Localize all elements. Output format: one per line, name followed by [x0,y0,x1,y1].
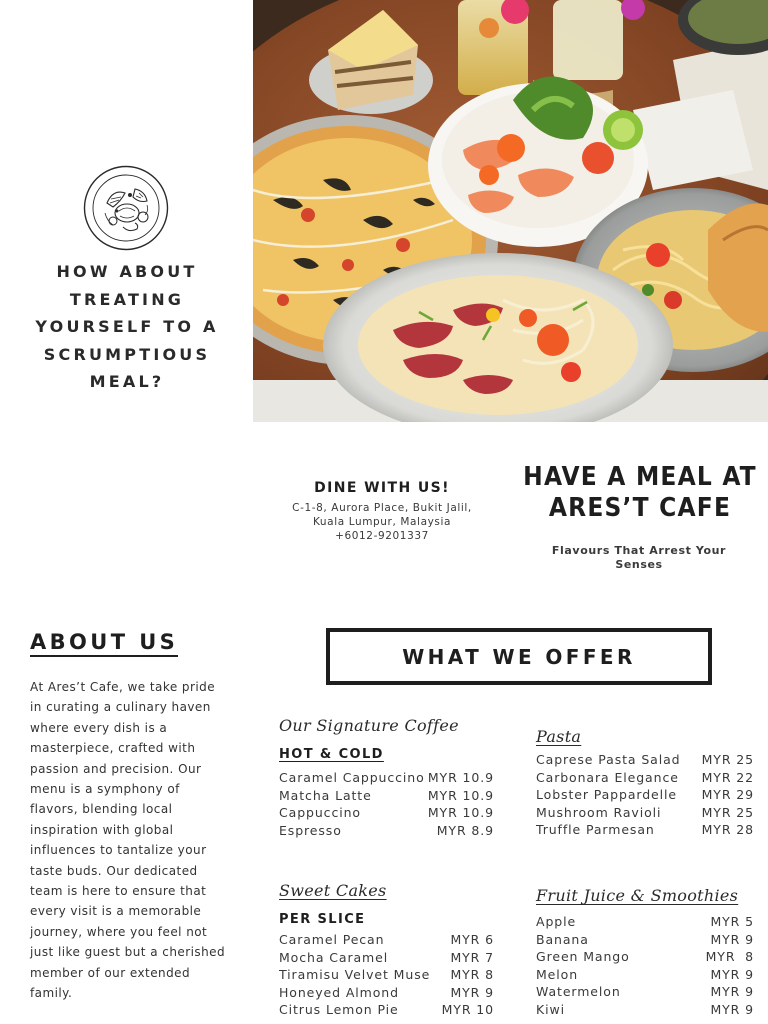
cafe-heading: HAVE A MEAL AT ARES’T CAFE [523,462,757,523]
menu-item [536,804,754,822]
menu-item-name: Mushroom Ravioli [536,804,662,820]
what-we-offer-title: WHAT WE OFFER [402,644,636,669]
menu-item-name: Carbonara Elegance [536,769,679,785]
menu-item-price: MYR 29 [701,787,754,803]
dine-with-us-title: DINE WITH US! [314,480,450,496]
menu-item [536,1001,754,1019]
plate-illustration-icon [83,165,169,251]
menu-item-name: Green Mango [536,949,630,965]
menu-item [536,786,754,804]
menu-item [279,931,494,949]
menu-item-name: Caramel Cappuccino [279,770,425,786]
menu-item [279,1001,494,1019]
menu-item-name: Banana [536,931,589,947]
cakes-menu-list [279,931,494,1019]
menu-item-name: Tiramisu Velvet Muse [279,967,431,983]
menu-item-name: Watermelon [536,984,621,1000]
coffee-section-title: Our Signature Coffee [279,716,459,735]
menu-item [536,769,754,787]
menu-item [536,966,754,984]
menu-item-name: Caprese Pasta Salad [536,752,681,768]
tagline: HOW ABOUT TREATING YOURSELF TO A SCRUMPTIOUS MEAL? [35,262,219,392]
coffee-subtitle: HOT & COLD [279,747,384,762]
juice-section-title: Fruit Juice & Smoothies [536,886,739,905]
menu-item [536,751,754,769]
menu-item-name: Honeyed Almond [279,984,399,1000]
about-us-title: ABOUT US [30,630,178,657]
menu-item-price: MYR 8 [705,949,754,965]
menu-item-price: MYR 7 [450,949,494,965]
menu-item [279,949,494,967]
coffee-menu-list [279,769,494,839]
menu-item [279,822,494,840]
menu-item-price: MYR 9 [710,966,754,982]
menu-item-name: Kiwi [536,1001,565,1017]
menu-item-name: Apple [536,914,577,930]
menu-item-price: MYR 5 [710,914,754,930]
menu-item [536,931,754,949]
menu-item-price: MYR 9 [710,931,754,947]
menu-item-price: MYR 10.9 [427,805,494,821]
menu-item-price: MYR 28 [701,822,754,838]
menu-item-name: Lobster Pappardelle [536,787,677,803]
pasta-menu-list [536,751,754,839]
menu-item-price: MYR 9 [450,984,494,1000]
menu-item-name: Truffle Parmesan [536,822,655,838]
menu-item [536,821,754,839]
menu-item-price: MYR 9 [710,984,754,1000]
menu-item-price: MYR 8 [450,967,494,983]
menu-item-price: MYR 22 [701,769,754,785]
pasta-section-title: Pasta [536,727,582,746]
menu-item-price: MYR 25 [701,804,754,820]
menu-item [279,984,494,1002]
phone-number: +6012-9201337 [335,530,429,542]
menu-item-name: Cappuccino [279,805,361,821]
juice-menu-list [536,913,754,1018]
menu-item [536,983,754,1001]
address-line: Kuala Lumpur, Malaysia [312,516,452,528]
menu-item-name: Matcha Latte [279,787,372,803]
menu-item-price: MYR 10.9 [427,787,494,803]
about-us-body: At Ares’t Cafe, we take pride in curating a culinary haven where every dish is a masterpiece, crafted with passion and precision. Our menu is a symphony of flavors, blending local inspiration with global influences to tantalize your taste buds. Our dedicated team is here to ensure that every visit is a memorable journey, where you feel not just like guest but a cherished member of our extended family. [30,680,226,1001]
address-line: C-1-8, Aurora Place, Bukit Jalil, [292,502,472,514]
what-we-offer-box [326,628,712,685]
menu-item-name: Espresso [279,822,342,838]
menu-item [536,913,754,931]
cakes-section-title: Sweet Cakes [279,881,387,900]
menu-item-price: MYR 10.9 [427,770,494,786]
menu-item [279,787,494,805]
menu-item-price: MYR 8.9 [436,822,494,838]
menu-item-name: Melon [536,966,579,982]
menu-item [279,769,494,787]
menu-item-price: MYR 9 [710,1001,754,1017]
menu-item-price: MYR 10 [441,1002,494,1018]
menu-item [536,948,754,966]
cafe-tagline: Flavours That Arrest Your Senses [551,544,727,571]
menu-item-price: MYR 6 [450,932,494,948]
menu-item-name: Caramel Pecan [279,932,385,948]
cakes-subtitle: PER SLICE [279,912,366,927]
menu-item [279,966,494,984]
menu-item-price: MYR 25 [701,752,754,768]
menu-item [279,804,494,822]
menu-item-name: Citrus Lemon Pie [279,1002,399,1018]
menu-item-name: Mocha Caramel [279,949,389,965]
hero-food-photo [253,0,768,422]
